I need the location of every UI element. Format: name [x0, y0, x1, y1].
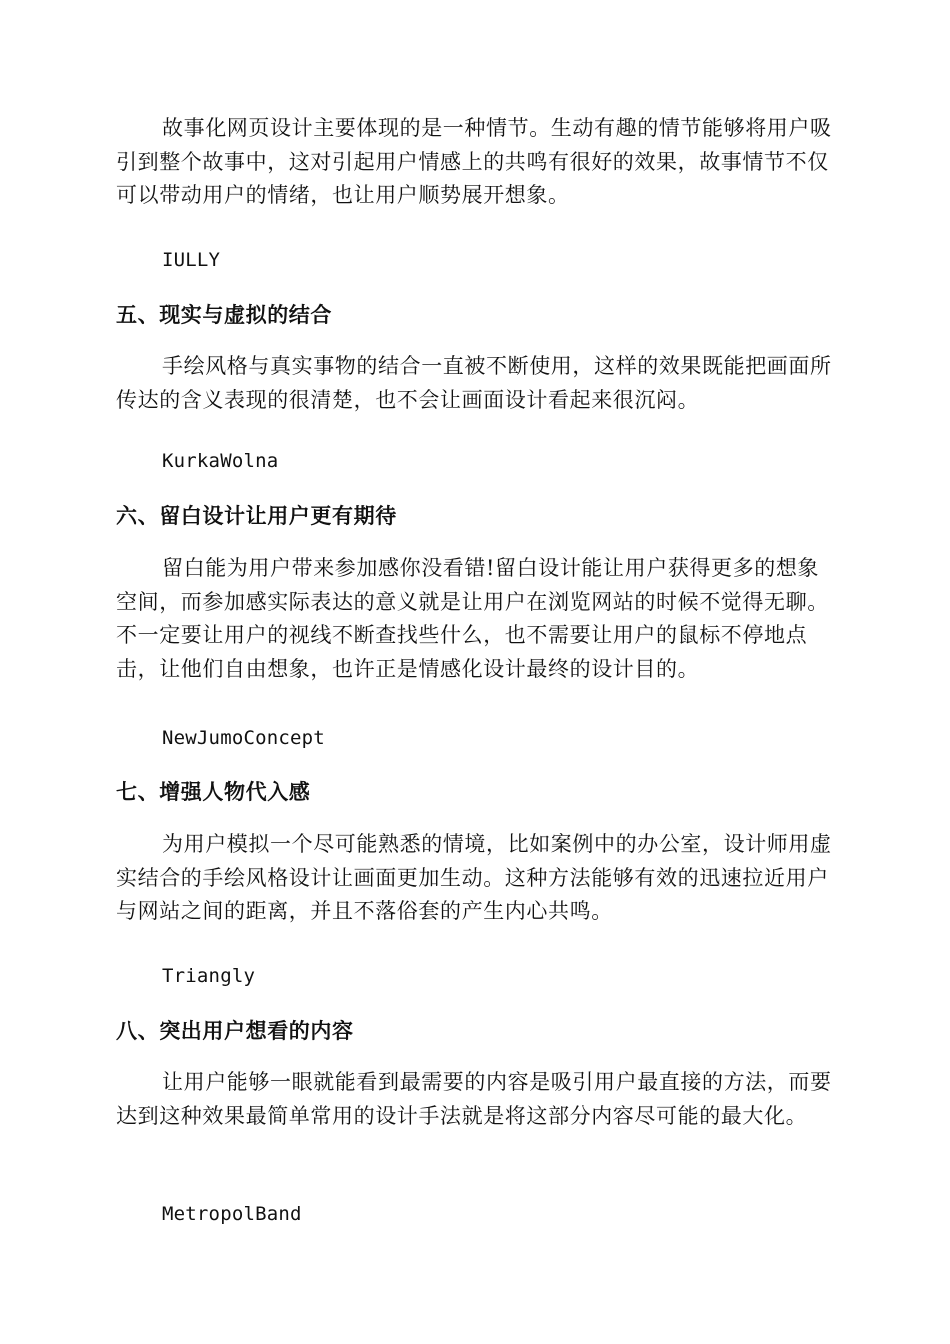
- heading-section-7: 七、增强人物代入感: [116, 780, 311, 804]
- heading-section-8: 八、突出用户想看的内容: [116, 1019, 354, 1043]
- paragraph-storytelling: 故事化网页设计主要体现的是一种情节。生动有趣的情节能够将用户吸引到整个故事中，这对引起用户情感上的共鸣有很好的效果，故事情节不仅可以带动用户的情绪，也让用户顺势展开想象。: [116, 116, 832, 207]
- paragraph-section-5: 手绘风格与真实事物的结合一直被不断使用，这样的效果既能把画面所传达的含义表现的很清楚，也不会让画面设计看起来很沉闷。: [116, 354, 832, 412]
- paragraph-section-7: 为用户模拟一个尽可能熟悉的情境，比如案例中的办公室，设计师用虚实结合的手绘风格设计让画面更加生动。这种方法能够有效的迅速拉近用户与网站之间的距离，并且不落俗套的产生内心共鸣。: [116, 832, 832, 923]
- caption-triangly: Triangly: [162, 965, 256, 987]
- caption-metropolband: MetropolBand: [162, 1203, 302, 1225]
- paragraph-section-8: 让用户能够一眼就能看到最需要的内容是吸引用户最直接的方法，而要达到这种效果最简单常用的设计手法就是将这部分内容尽可能的最大化。: [116, 1070, 832, 1128]
- paragraph-section-6: 留白能为用户带来参加感你没看错!留白设计能让用户获得更多的想象空间，而参加感实际表达的意义就是让用户在浏览网站的时候不觉得无聊。不一定要让用户的视线不断查找些什么，也不需要让用户的鼠标不停地点击，让他们自由想象，也许正是情感化设计最终的设计目的。: [116, 556, 829, 681]
- caption-newjumoconcept: NewJumoConcept: [162, 727, 325, 749]
- heading-section-5: 五、现实与虚拟的结合: [116, 303, 332, 327]
- caption-iully: IULLY: [162, 249, 221, 271]
- caption-kurkawolna: KurkaWolna: [162, 450, 279, 472]
- heading-section-6: 六、留白设计让用户更有期待: [116, 504, 397, 528]
